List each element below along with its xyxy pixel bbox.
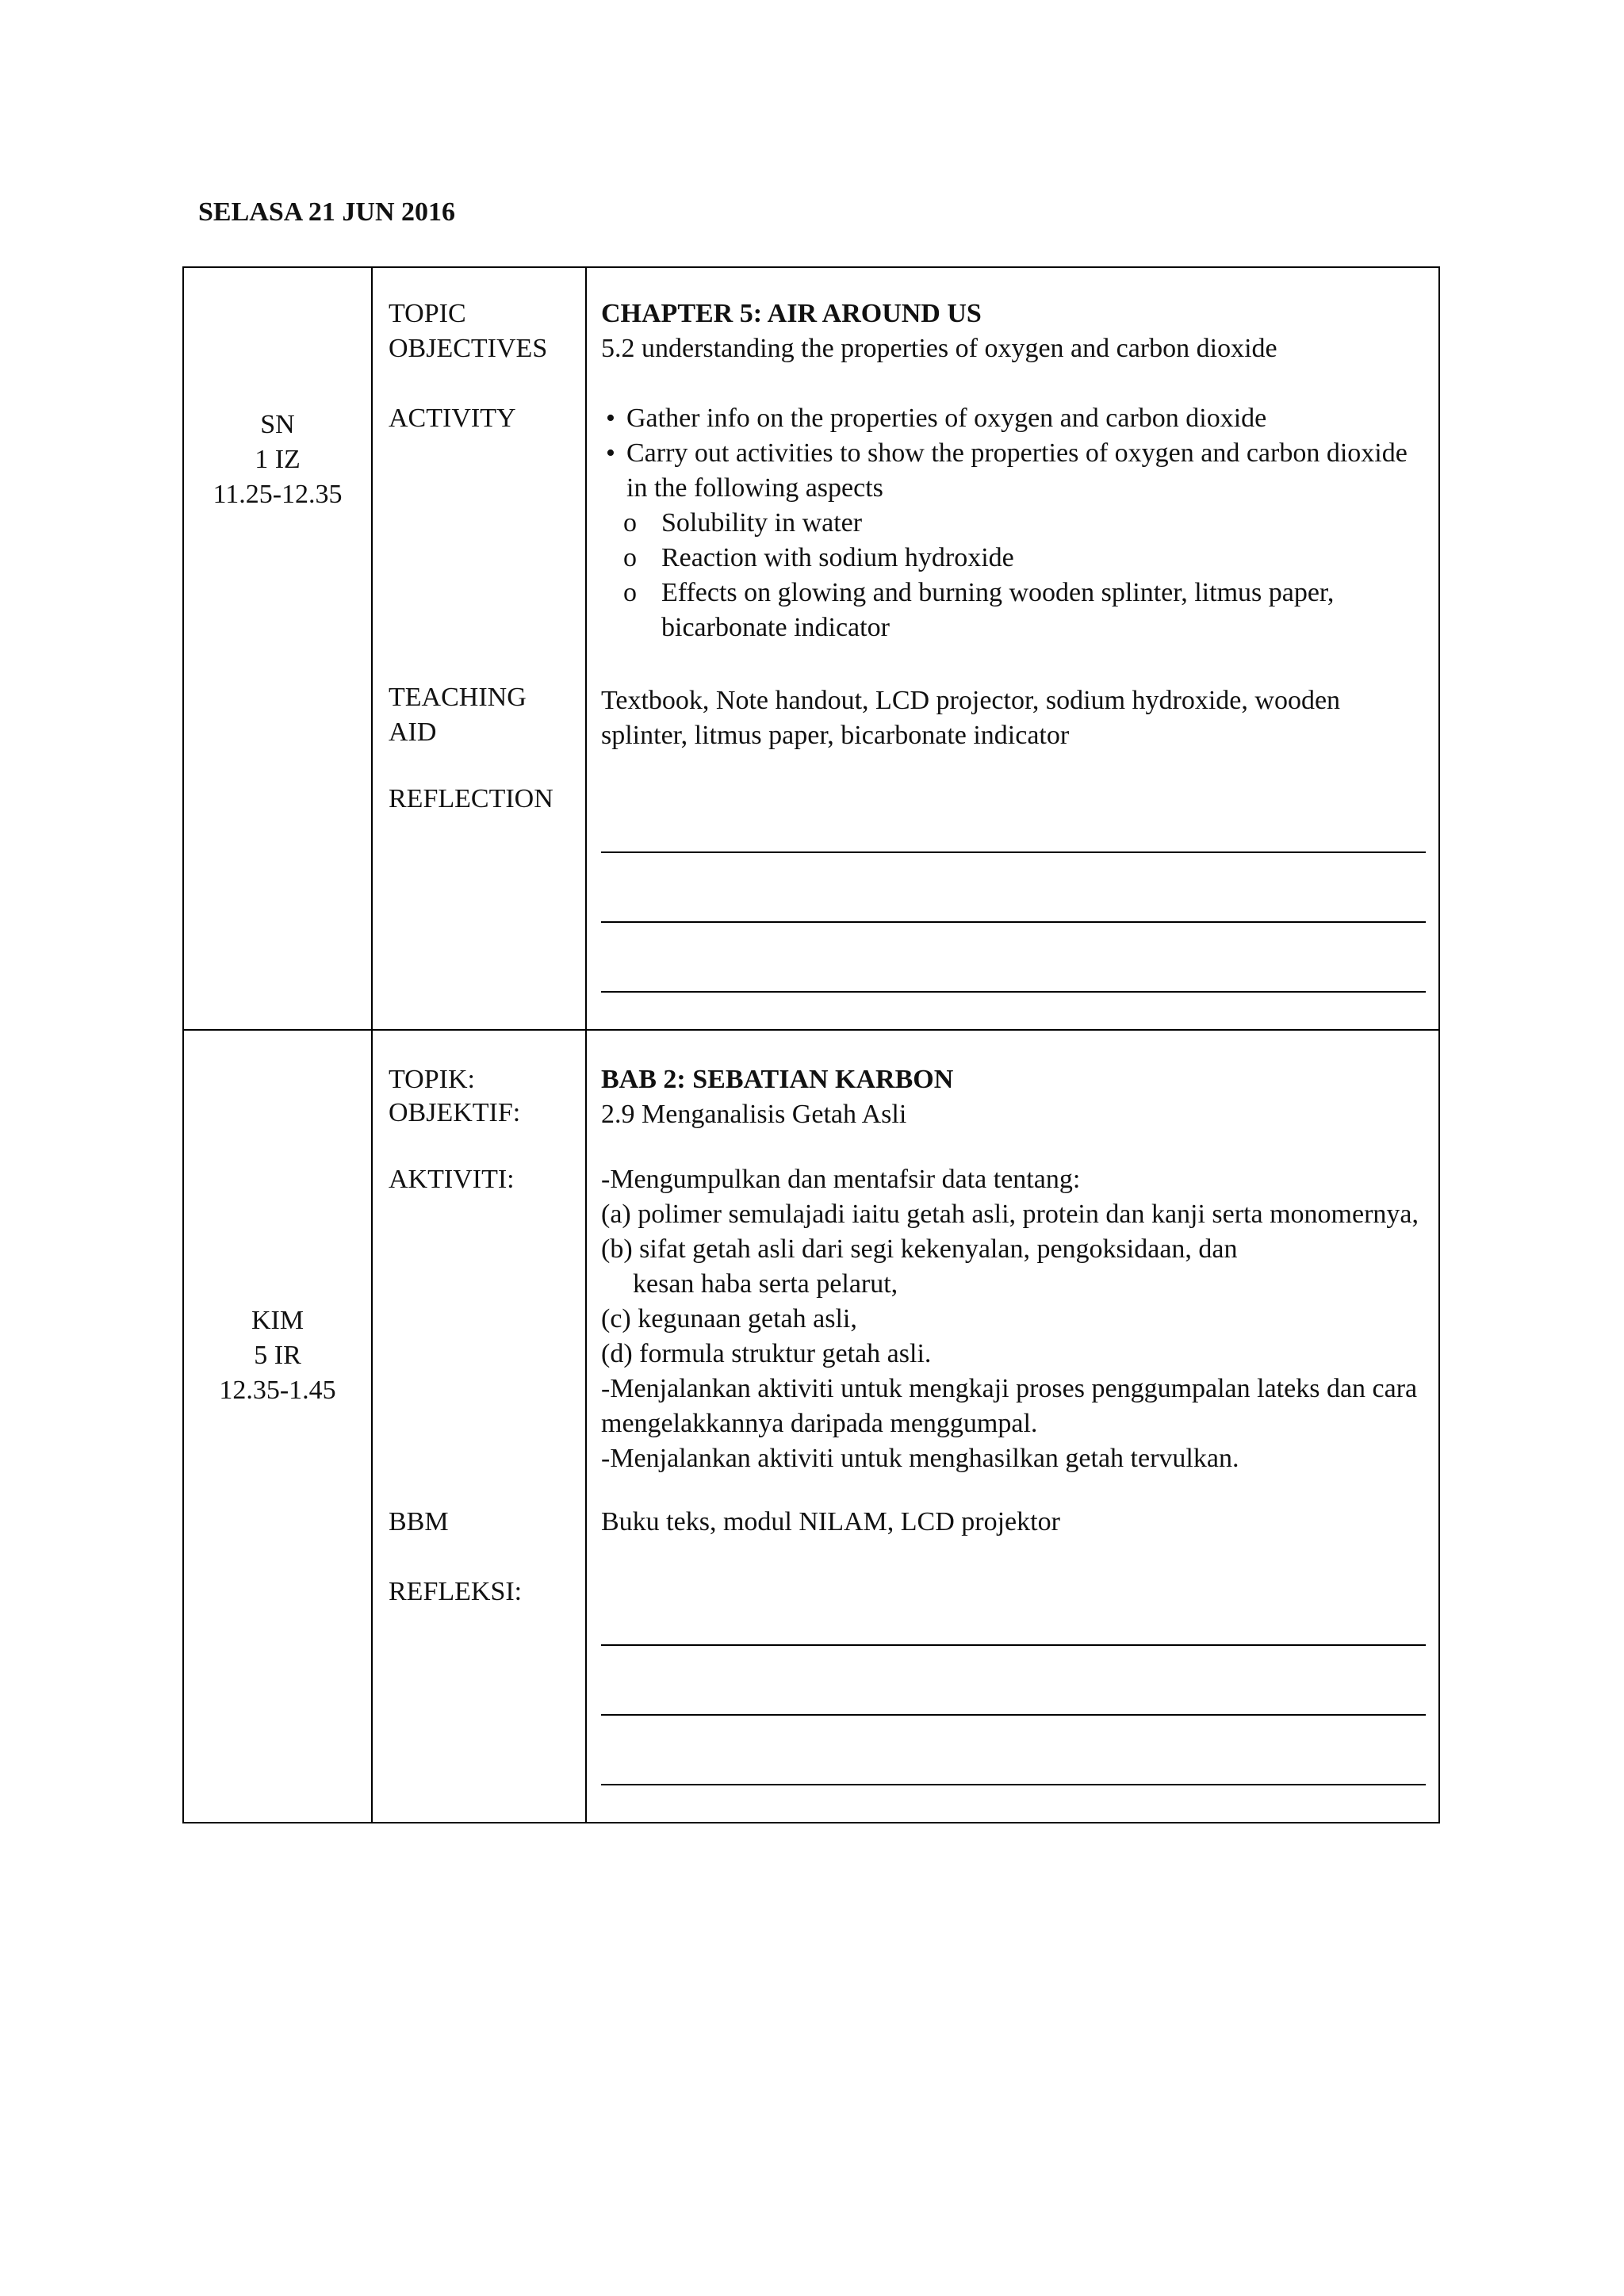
- reflection-line: [601, 1784, 1426, 1785]
- topic-title: CHAPTER 5: AIR AROUND US: [601, 299, 982, 328]
- content-cell: [586, 1030, 1439, 1823]
- topic-objective-block: [601, 297, 1431, 366]
- activity-list: [601, 401, 1431, 506]
- subject-code: SN: [260, 410, 295, 439]
- labels-cell: [372, 267, 586, 1030]
- reflection-label: REFLECTION: [389, 784, 553, 813]
- page-date: SELASA 21 JUN 2016: [198, 197, 456, 227]
- activity-label: ACTIVITY: [389, 404, 516, 433]
- subject-code: KIM: [251, 1306, 304, 1335]
- class-cell: [183, 267, 372, 1030]
- activity-label: AKTIVITI:: [389, 1165, 515, 1194]
- topic-label: TOPIC: [389, 299, 466, 328]
- activity-line: (d) formula struktur getah asli.: [601, 1339, 932, 1368]
- objective-text: 5.2 understanding the properties of oxygen and carbon dioxide: [601, 334, 1277, 363]
- sub-activity-list: [601, 506, 1431, 645]
- teaching-aid-label: BBM: [389, 1507, 449, 1536]
- activity-line: (c) kegunaan getah asli,: [601, 1304, 857, 1334]
- activity-line: (b) sifat getah asli dari segi kekenyalan, pengoksidaan, dan: [601, 1234, 1238, 1264]
- class-info: [184, 408, 371, 512]
- teaching-aid-label-2: AID: [389, 718, 437, 747]
- lesson-row: [183, 1030, 1439, 1823]
- activity-line: (a) polimer semulajadi iaitu getah asli, protein dan kanji serta monomernya,: [601, 1200, 1419, 1229]
- teaching-aid-text: Textbook, Note handout, LCD projector, sodium hydroxide, wooden splinter, litmus paper, bicarbonate indicator: [601, 686, 1341, 750]
- teaching-aid-text: Buku teks, modul NILAM, LCD projektor: [601, 1507, 1060, 1536]
- reflection-line: [601, 1714, 1426, 1716]
- reflection-label: REFLEKSI:: [389, 1577, 523, 1606]
- sub-activity-item: o Effects on glowing and burning wooden splinter, litmus paper, bicarbonate indicator: [601, 576, 1431, 645]
- topic-objective-block: [601, 1062, 1431, 1132]
- activity-item: • Gather info on the properties of oxygen and carbon dioxide: [601, 401, 1431, 436]
- activity-line: kesan haba serta pelarut,: [633, 1269, 898, 1299]
- objectives-label: OBJEKTIF:: [389, 1098, 521, 1127]
- teaching-aid-label: TEACHING: [389, 683, 527, 712]
- reflection-line: [601, 991, 1426, 993]
- reflection-line: [601, 921, 1426, 923]
- topic-label: TOPIK:: [389, 1065, 475, 1094]
- class-name: 1 IZ: [255, 445, 301, 474]
- class-cell: [183, 1030, 372, 1823]
- lesson-row: [183, 267, 1439, 1030]
- activity-item: • Carry out activities to show the properties of oxygen and carbon dioxide in the following aspects: [601, 436, 1431, 506]
- sub-activity-item: o Reaction with sodium hydroxide: [601, 541, 1431, 576]
- labels-cell: [372, 1030, 586, 1823]
- sub-activity-item: o Solubility in water: [601, 506, 1431, 541]
- time-slot: 11.25-12.35: [213, 480, 343, 509]
- reflection-line: [601, 1644, 1426, 1646]
- activity-line: -Menjalankan aktiviti untuk menghasilkan getah tervulkan.: [601, 1444, 1239, 1473]
- objective-text: 2.9 Menganalisis Getah Asli: [601, 1100, 907, 1129]
- activity-line: -Mengumpulkan dan mentafsir data tentang:: [601, 1165, 1081, 1194]
- lesson-plan-table: [182, 266, 1440, 1823]
- activity-block: [601, 1162, 1431, 1476]
- activity-block: [601, 401, 1431, 645]
- objectives-label: OBJECTIVES: [389, 334, 548, 363]
- content-cell: [586, 267, 1439, 1030]
- class-name: 5 IR: [254, 1341, 301, 1370]
- time-slot: 12.35-1.45: [219, 1376, 336, 1405]
- activity-line: -Menjalankan aktiviti untuk mengkaji proses penggumpalan lateks dan cara mengelakkannya daripada menggumpal.: [601, 1374, 1418, 1438]
- class-info: [184, 1303, 371, 1408]
- reflection-line: [601, 851, 1426, 853]
- topic-title: BAB 2: SEBATIAN KARBON: [601, 1065, 954, 1094]
